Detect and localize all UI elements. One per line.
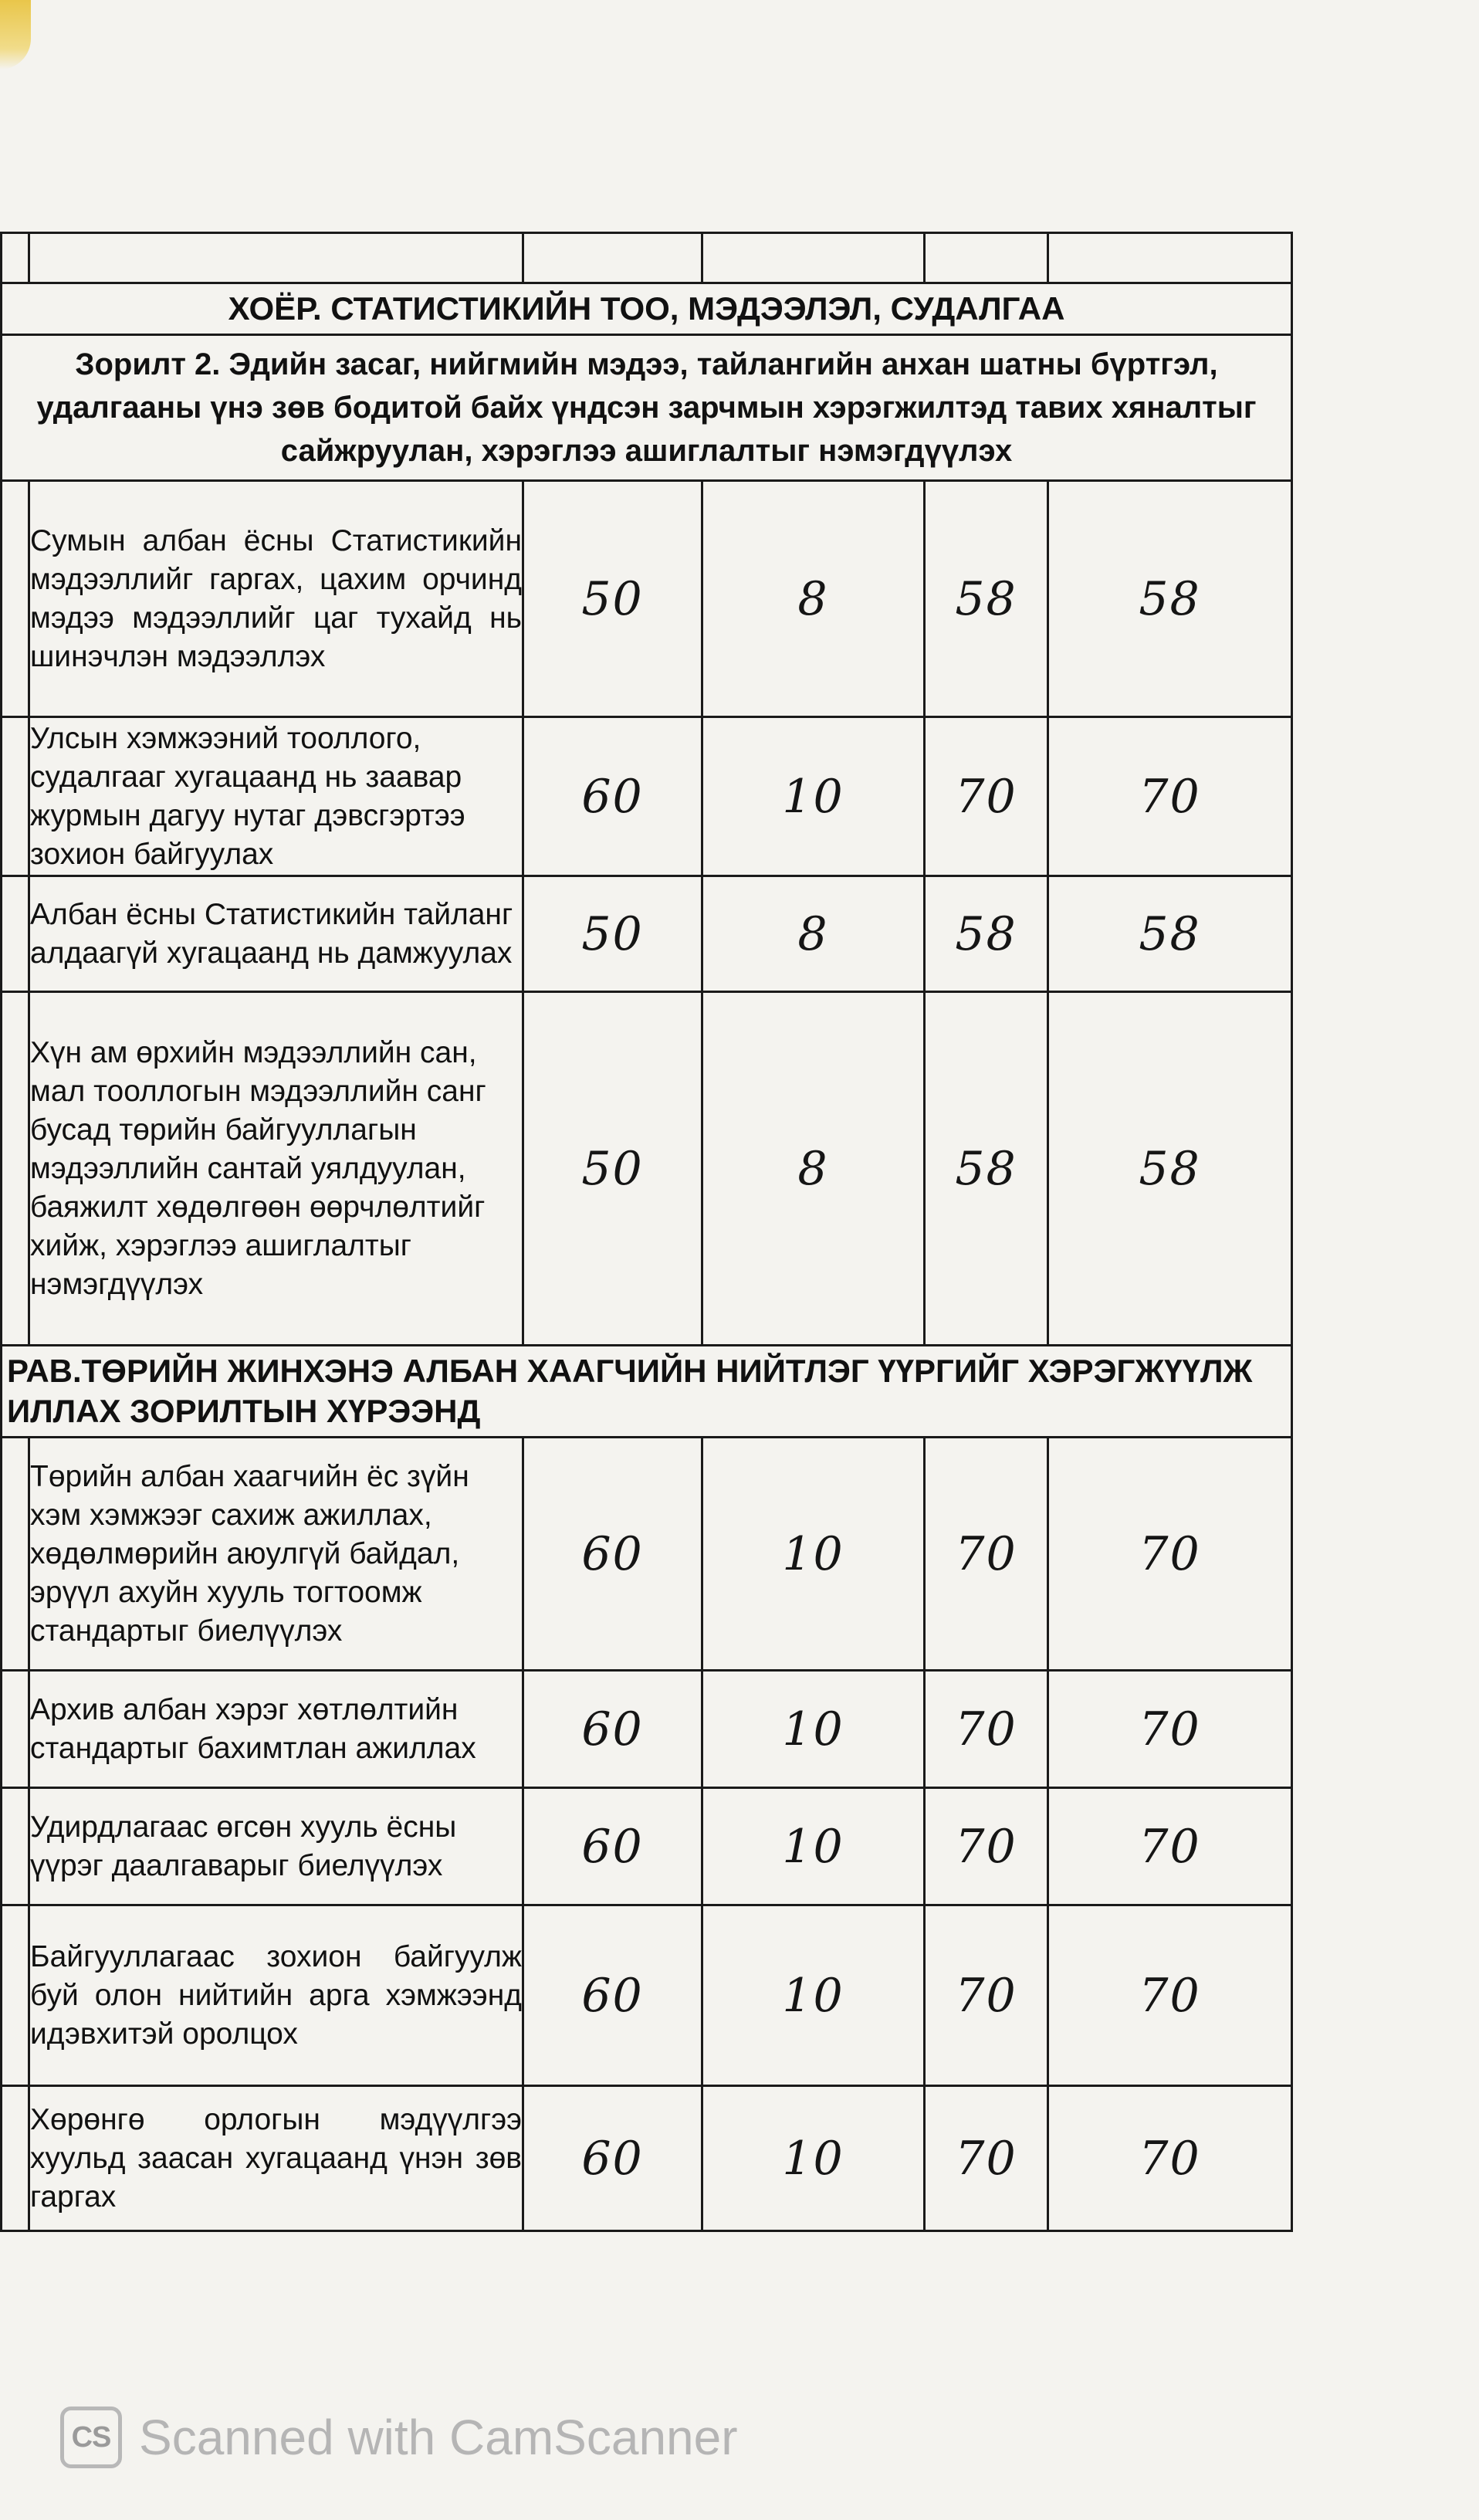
value-cell: 70 — [925, 1438, 1048, 1671]
table-row — [2, 1905, 1292, 2086]
value-cell: 70 — [925, 1905, 1048, 2086]
blank-cell — [2, 233, 29, 283]
activity-text: Албан ёсны Статистикийн тайланг алдаагүй хугацаанд нь дамжуулах — [29, 876, 523, 992]
watermark-text: Scanned with CamScanner — [139, 2410, 738, 2465]
value-cell: 10 — [702, 2086, 925, 2231]
activity-text: Төрийн албан хаагчийн ёс зүйн хэм хэмжээг сахиж ажиллах, хөдөлмөрийн аюулгүй байдал, эрүүл ахуйн хууль тогтоомж стандартыг биелүүлэх — [29, 1438, 523, 1671]
value-cell: 70 — [1048, 2086, 1292, 2231]
blank-cell — [1048, 233, 1292, 283]
value-cell: 58 — [925, 876, 1048, 992]
table-row — [2, 717, 1292, 876]
value-cell: 70 — [1048, 717, 1292, 876]
section-heading-row — [2, 1346, 1292, 1438]
value-cell: 60 — [523, 2086, 702, 2231]
table-header-blank-row — [2, 233, 1292, 283]
value-cell: 10 — [702, 1438, 925, 1671]
value-cell: 58 — [1048, 481, 1292, 717]
blank-cell — [29, 233, 523, 283]
value-cell: 60 — [523, 1788, 702, 1905]
activity-text: Удирдлагаас өгсөн хууль ёсны үүрэг даалгаварыг биелүүлэх — [29, 1788, 523, 1905]
value-cell: 60 — [523, 1905, 702, 2086]
stub-cell — [2, 1438, 29, 1671]
value-cell: 60 — [523, 717, 702, 876]
value-cell: 10 — [702, 1905, 925, 2086]
paper-edge-decoration — [0, 0, 31, 69]
value-cell: 70 — [1048, 1905, 1292, 2086]
value-cell: 8 — [702, 481, 925, 717]
section-three-heading: РАВ.ТӨРИЙН ЖИНХЭНЭ АЛБАН ХААГЧИЙН НИЙТЛЭГ ҮҮРГИЙГ ХЭРЭГЖҮҮЛЖ ИЛЛАХ ЗОРИЛТЫН ХҮРЭЭНД — [2, 1346, 1292, 1438]
task-row — [2, 335, 1292, 481]
value-cell: 70 — [925, 1788, 1048, 1905]
activity-text: Байгууллагаас зохион байгуулж буй олон нийтийн арга хэмжээнд идэвхитэй оролцох — [29, 1905, 523, 2086]
task-two-text: Зорилт 2. Эдийн засаг, нийгмийн мэдээ, тайлангийн анхан шатны бүртгэл, удалгааны үнэ зөв бодитой байх үндсэн зарчмын хэрэгжилтэд тавих хяналтыг сайжруулан, хэрэглээ ашиглалтыг нэмэгдүүлэх — [2, 335, 1292, 481]
stub-cell — [2, 1671, 29, 1788]
value-cell: 58 — [1048, 992, 1292, 1346]
blank-cell — [925, 233, 1048, 283]
value-cell: 10 — [702, 1671, 925, 1788]
table-row — [2, 1788, 1292, 1905]
plan-table — [0, 232, 1293, 2232]
camscanner-watermark — [60, 2403, 738, 2472]
value-cell: 70 — [925, 717, 1048, 876]
blank-cell — [523, 233, 702, 283]
blank-cell — [702, 233, 925, 283]
activity-text: Хүн ам өрхийн мэдээллийн сан, мал тооллогын мэдээллийн санг бусад төрийн байгууллагын мэдээллийн сантай уялдуулан, баяжилт хөдөлгөөн өөрчлөлтийг хийж, хэрэглээ ашиглалтыг нэмэгдүүлэх — [29, 992, 523, 1346]
table-row — [2, 1671, 1292, 1788]
section-heading-row — [2, 283, 1292, 335]
value-cell: 8 — [702, 992, 925, 1346]
value-cell: 8 — [702, 876, 925, 992]
stub-cell — [2, 1788, 29, 1905]
stub-cell — [2, 992, 29, 1346]
activity-text: Архив албан хэрэг хөтлөлтийн стандартыг бахимтлан ажиллах — [29, 1671, 523, 1788]
value-cell: 60 — [523, 1438, 702, 1671]
camscanner-logo-icon: CS — [60, 2407, 122, 2468]
value-cell: 10 — [702, 717, 925, 876]
value-cell: 70 — [925, 2086, 1048, 2231]
value-cell: 50 — [523, 992, 702, 1346]
value-cell: 10 — [702, 1788, 925, 1905]
value-cell: 50 — [523, 481, 702, 717]
value-cell: 58 — [1048, 876, 1292, 992]
value-cell: 50 — [523, 876, 702, 992]
table-row — [2, 876, 1292, 992]
table-row — [2, 481, 1292, 717]
stub-cell — [2, 481, 29, 717]
activity-text: Хөрөнгө орлогын мэдүүлгээ хуульд заасан хугацаанд үнэн зөв гаргах — [29, 2086, 523, 2231]
value-cell: 70 — [1048, 1671, 1292, 1788]
value-cell: 70 — [925, 1671, 1048, 1788]
stub-cell — [2, 2086, 29, 2231]
activity-text: Сумын албан ёсны Статистикийн мэдээллийг гаргах, цахим орчинд мэдээ мэдээллийг цаг тухайд нь шинэчлэн мэдээллэх — [29, 481, 523, 717]
section-two-heading: ХОЁР. СТАТИСТИКИЙН ТОО, МЭДЭЭЛЭЛ, СУДАЛГАА — [2, 283, 1292, 335]
table-row — [2, 2086, 1292, 2231]
stub-cell — [2, 717, 29, 876]
value-cell: 70 — [1048, 1788, 1292, 1905]
stub-cell — [2, 876, 29, 992]
value-cell: 58 — [925, 992, 1048, 1346]
value-cell: 60 — [523, 1671, 702, 1788]
value-cell: 70 — [1048, 1438, 1292, 1671]
table-row — [2, 1438, 1292, 1671]
value-cell: 58 — [925, 481, 1048, 717]
stub-cell — [2, 1905, 29, 2086]
activity-text: Улсын хэмжээний тооллого, судалгааг хугацаанд нь заавар журмын дагуу нутаг дэвсгэртээ зохион байгуулах — [29, 717, 523, 876]
table-row — [2, 992, 1292, 1346]
